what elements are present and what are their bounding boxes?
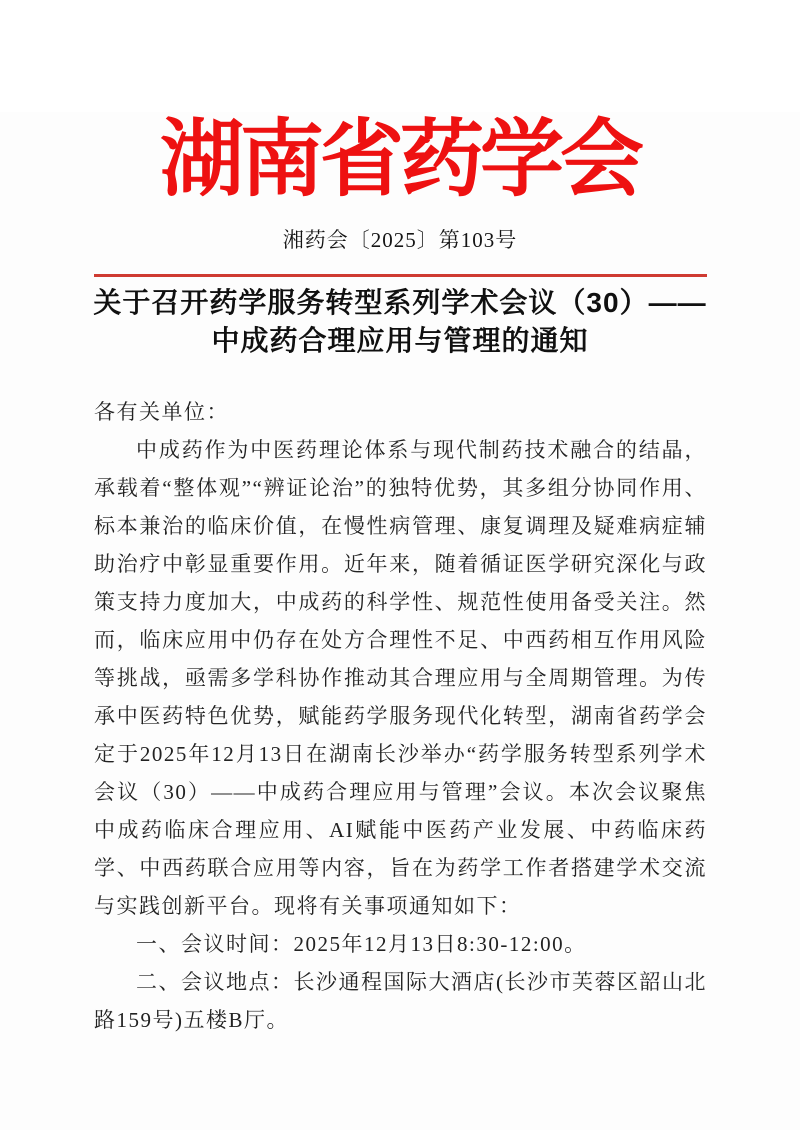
meeting-venue-item: 二、会议地点：长沙通程国际大酒店(长沙市芙蓉区韶山北路159号)五楼B厅。 <box>94 970 707 1032</box>
notice-title-line-1: 关于召开药学服务转型系列学术会议（30）—— <box>93 287 707 318</box>
org-masthead-title: 湖南省药学会 <box>159 114 640 207</box>
red-divider-rule <box>94 274 707 277</box>
document-reference-number: 湘药会〔2025〕第103号 <box>282 228 518 252</box>
salutation-line: 各有关单位： <box>94 400 229 424</box>
notice-title <box>0 284 800 360</box>
meeting-time-item: 一、会议时间：2025年12月13日8:30-12:00。 <box>136 932 587 956</box>
notice-title-line-2: 中成药合理应用与管理的通知 <box>211 325 589 356</box>
notice-body <box>94 393 707 1039</box>
introduction-paragraph: 中成药作为中医药理论体系与现代制药技术融合的结晶，承载着“整体观”“辨证论治”的独特优势，其多组分协同作用、标本兼治的临床价值，在慢性病管理、康复调理及疑难病症辅助治疗中彰显重要作用。近年来，随着循证医学研究深化与政策支持力度加大，中成药的科学性、规范性使用备受关注。然而，临床应用中仍存在处方合理性不足、中西药相互作用风险等挑战，亟需多学科协作推动其合理应用与全周期管理。为传承中医药特色优势，赋能药学服务现代化转型，湖南省药学会定于2025年12月13日在湖南长沙举办“药学服务转型系列学术会议（30）——中成药合理应用与管理”会议。本次会议聚焦中成药临床合理应用、AI赋能中医药产业发展、中药临床药学、中西药联合应用等内容，旨在为药学工作者搭建学术交流与实践创新平台。现将有关事项通知如下： <box>94 438 707 918</box>
document-page <box>0 112 800 1130</box>
